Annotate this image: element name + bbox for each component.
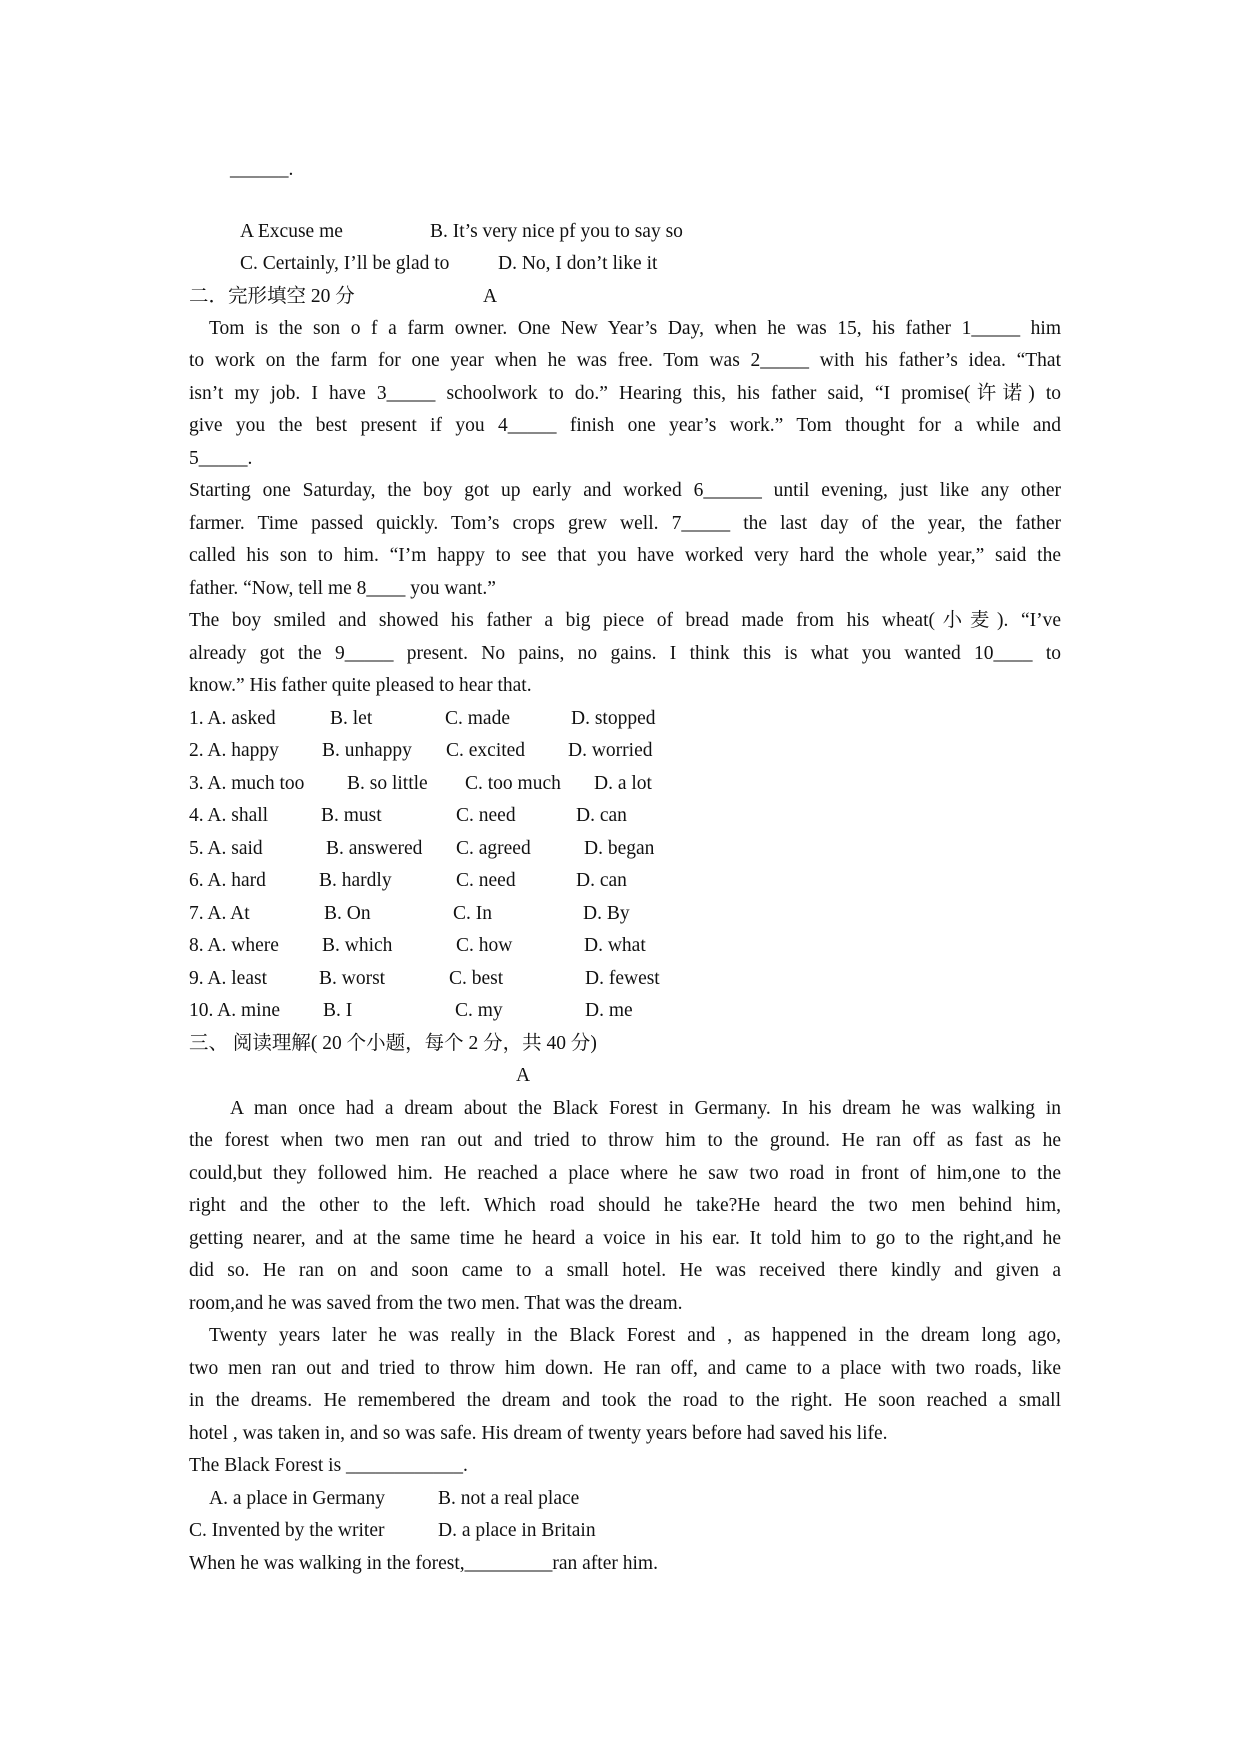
passage-line: the forest when two men ran out and tried to throw him to the ground. He ran off as fast as he bbox=[189, 1130, 1061, 1151]
passage-line: could,but they followed him. He reached a place where he saw two road in front of him,one to the bbox=[189, 1163, 1061, 1184]
question-stem: When he was walking in the forest,_________ran after him. bbox=[189, 1553, 658, 1574]
option-a: 5. A. said bbox=[189, 838, 263, 859]
passage-line: A man once had a dream about the Black Forest in Germany. In his dream he was walking in bbox=[230, 1098, 1061, 1119]
option-a: 9. A. least bbox=[189, 968, 267, 989]
option-b: B. which bbox=[322, 935, 393, 956]
passage-line: know.” His father quite pleased to hear that. bbox=[189, 675, 532, 696]
option-d: D. began bbox=[584, 838, 655, 859]
passage-label: A bbox=[516, 1065, 531, 1086]
option-d: D. stopped bbox=[571, 708, 656, 729]
option-a: A. a place in Germany bbox=[209, 1488, 385, 1509]
option-d: D. By bbox=[583, 903, 630, 924]
option-c: C. Invented by the writer bbox=[189, 1520, 385, 1541]
passage-label: A bbox=[483, 286, 498, 307]
passage-line: room,and he was saved from the two men. That was the dream. bbox=[189, 1293, 683, 1314]
question-stem: The Black Forest is ____________. bbox=[189, 1455, 468, 1476]
option-b: B. It’s very nice pf you to say so bbox=[430, 221, 683, 242]
passage-line: getting nearer, and at the same time he heard a voice in his ear. It told him to go to the right,and he bbox=[189, 1228, 1061, 1249]
option-a: 8. A. where bbox=[189, 935, 279, 956]
option-b: B. On bbox=[324, 903, 371, 924]
passage-line: two men ran out and tried to throw him down. He ran off, and came to a place with two roads, like bbox=[189, 1358, 1061, 1379]
option-c: C. made bbox=[445, 708, 510, 729]
passage-line: Tom is the son o f a farm owner. One New Year’s Day, when he was 15, his father 1_____ him bbox=[209, 318, 1061, 339]
passage-line: Starting one Saturday, the boy got up early and worked 6______ until evening, just like any other bbox=[189, 480, 1061, 501]
passage-line: father. “Now, tell me 8____ you want.” bbox=[189, 578, 496, 599]
option-c: C. agreed bbox=[456, 838, 531, 859]
passage-line: did so. He ran on and soon came to a small hotel. He was received there kindly and given a bbox=[189, 1260, 1061, 1281]
section-heading-reading: 三、 阅读理解( 20 个小题，每个 2 分，共 40 分) bbox=[189, 1033, 597, 1054]
option-b: B. so little bbox=[347, 773, 428, 794]
option-d: D. can bbox=[576, 870, 627, 891]
option-b: B. not a real place bbox=[438, 1488, 580, 1509]
option-d: D. me bbox=[585, 1000, 633, 1021]
option-d: D. fewest bbox=[585, 968, 660, 989]
option-b: B. I bbox=[323, 1000, 353, 1021]
option-c: C. In bbox=[453, 903, 492, 924]
option-a: A Excuse me bbox=[240, 221, 343, 242]
section-heading-cloze: 二．完形填空 20 分 bbox=[189, 286, 355, 307]
passage-line: 5_____. bbox=[189, 448, 253, 469]
option-d: D. what bbox=[584, 935, 646, 956]
passage-line: called his son to him. “I’m happy to see that you have worked very hard the whole year,” said the bbox=[189, 545, 1061, 566]
option-c: C. Certainly, I’ll be glad to bbox=[240, 253, 450, 274]
option-c: C. need bbox=[456, 870, 516, 891]
option-c: C. excited bbox=[446, 740, 526, 761]
option-b: B. unhappy bbox=[322, 740, 412, 761]
option-d: D. worried bbox=[568, 740, 653, 761]
passage-line: to work on the farm for one year when he was free. Tom was 2_____ with his father’s idea. “That bbox=[189, 350, 1061, 371]
passage-line: Twenty years later he was really in the Black Forest and , as happened in the dream long ago, bbox=[209, 1325, 1061, 1346]
option-a: 7. A. At bbox=[189, 903, 250, 924]
option-a: 10. A. mine bbox=[189, 1000, 280, 1021]
option-a: 6. A. hard bbox=[189, 870, 266, 891]
option-d: D. can bbox=[576, 805, 627, 826]
passage-line: farmer. Time passed quickly. Tom’s crops grew well. 7_____ the last day of the year, the father bbox=[189, 513, 1061, 534]
option-c: C. how bbox=[456, 935, 513, 956]
option-d: D. No, I don’t like it bbox=[498, 253, 658, 274]
passage-line: give you the best present if you 4_____ finish one year’s work.” Tom thought for a while and bbox=[189, 415, 1061, 436]
option-b: B. answered bbox=[326, 838, 423, 859]
passage-line: right and the other to the left. Which road should he take?He heard the two men behind him, bbox=[189, 1195, 1061, 1216]
option-c: C. need bbox=[456, 805, 516, 826]
passage-line: already got the 9_____ present. No pains, no gains. I think this is what you wanted 10____ to bbox=[189, 643, 1061, 664]
option-a: 2. A. happy bbox=[189, 740, 279, 761]
option-row bbox=[189, 707, 276, 731]
answer-blank: ______. bbox=[230, 159, 294, 180]
option-b: B. worst bbox=[319, 968, 386, 989]
passage-line: hotel , was taken in, and so was safe. His dream of twenty years before had saved his life. bbox=[189, 1423, 888, 1444]
option-c: C. my bbox=[455, 1000, 503, 1021]
option-a: 1. A. asked bbox=[189, 708, 276, 729]
option-b: B. must bbox=[321, 805, 382, 826]
option-b: B. let bbox=[330, 708, 373, 729]
option-a: 4. A. shall bbox=[189, 805, 269, 826]
option-d: D. a lot bbox=[594, 773, 652, 794]
option-b: B. hardly bbox=[319, 870, 392, 891]
passage-line: in the dreams. He remembered the dream and took the road to the right. He soon reached a small bbox=[189, 1390, 1061, 1411]
option-c: C. too much bbox=[465, 773, 561, 794]
option-d: D. a place in Britain bbox=[438, 1520, 596, 1541]
option-a: 3. A. much too bbox=[189, 773, 305, 794]
passage-line: The boy smiled and showed his father a big piece of bread made from his wheat(小麦). “I’ve bbox=[189, 610, 1061, 631]
passage-line: isn’t my job. I have 3_____ schoolwork to do.” Hearing this, his father said, “I promise(许诺) to bbox=[189, 383, 1061, 404]
option-c: C. best bbox=[449, 968, 504, 989]
